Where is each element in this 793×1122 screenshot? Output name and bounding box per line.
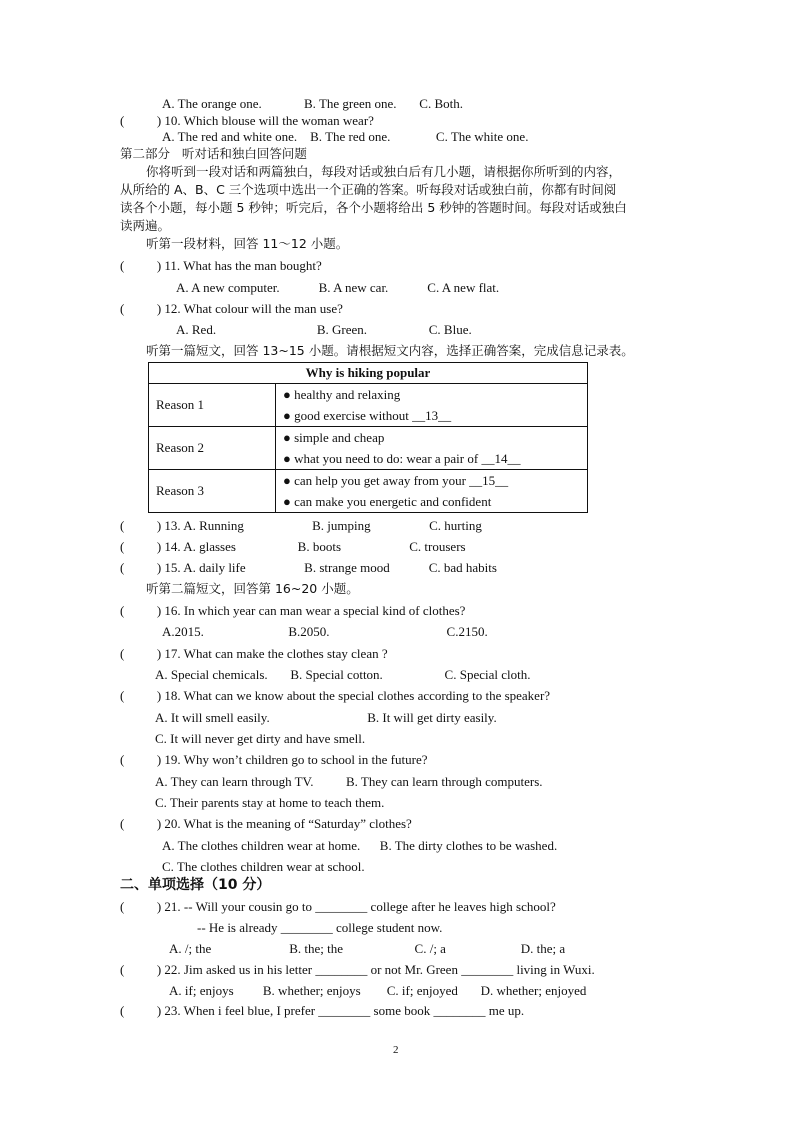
instruction-line: 读两遍。 [120,218,171,233]
question-line: ( ) 20. What is the meaning of “Saturday” clothes? [120,816,412,831]
section-heading: 二、单项选择（10 分） [120,877,271,893]
question-line: ( ) 21. -- Will your cousin go to ________ college after he leaves high school? [120,899,556,914]
reason-label: Reason 1 [149,384,276,427]
instruction-line: 你将听到一段对话和两篇独白，每段对话或独白后有几小题，请根据你所听到的内容， [146,164,622,179]
reason-point: ● what you need to do: wear a pair of __14__ [283,451,521,466]
reason-point: ● good exercise without __13__ [283,408,452,423]
question-line: ( ) 13. A. Running B. jumping C. hurting [120,518,482,533]
question-line: ( ) 12. What colour will the man use? [120,301,343,316]
question-line: A. The orange one. B. The green one. C. Both. [162,96,463,111]
question-line: A. They can learn through TV. B. They can learn through computers. [155,774,543,789]
question-line: A. The red and white one. B. The red one. C. The white one. [162,129,529,144]
reason-point: ● simple and cheap [283,430,385,445]
question-line: ( ) 23. When i feel blue, I prefer ________ some book ________ me up. [120,1003,525,1018]
question-line: ( ) 14. A. glasses B. boots C. trousers [120,539,466,554]
question-line: A. It will smell easily. B. It will get dirty easily. [155,710,497,725]
question-line: A.2015. B.2050. C.2150. [162,624,488,639]
table-row [149,470,588,513]
question-line: ( ) 11. What has the man bought? [120,258,322,273]
question-line: C. The clothes children wear at school. [162,859,365,874]
instruction-line: 听第一段材料，回答 11～12 小题。 [146,236,349,251]
reason-points [276,427,588,470]
reason-label: Reason 3 [149,470,276,513]
question-line: ( ) 16. In which year can man wear a special kind of clothes? [120,603,466,618]
question-line: ( ) 19. Why won’t children go to school in the future? [120,752,428,767]
reason-points [276,384,588,427]
instruction-line: 从所给的 A、B、C 三个选项中选出一个正确的答案。听每段对话或独白前，你都有时间阅 [120,182,617,197]
question-line: C. Their parents stay at home to teach them. [155,795,385,810]
question-line: ( ) 10. Which blouse will the woman wear? [120,113,374,128]
reason-label: Reason 2 [149,427,276,470]
table-row [149,427,588,470]
reason-point: ● can make you energetic and confident [283,494,492,509]
question-line: A. The clothes children wear at home. B. The dirty clothes to be washed. [162,838,558,853]
instruction-line: 听第二篇短文，回答第 16~20 小题。 [146,581,359,596]
question-line: C. It will never get dirty and have smell. [155,731,366,746]
question-line: A. if; enjoys B. whether; enjoys C. if; enjoyed D. whether; enjoyed [169,983,587,998]
question-line: ( ) 15. A. daily life B. strange mood C. bad habits [120,560,497,575]
question-line: ( ) 17. What can make the clothes stay clean ? [120,646,388,661]
page-number: 2 [393,1044,399,1056]
question-line: A. A new computer. B. A new car. C. A new flat. [176,280,500,295]
reason-points [276,470,588,513]
reason-point: ● can help you get away from your __15__ [283,473,509,488]
hiking-info-table [148,362,588,513]
question-line: ( ) 18. What can we know about the special clothes according to the speaker? [120,688,551,703]
question-line: -- He is already ________ college student now. [197,920,443,935]
question-line: ( ) 22. Jim asked us in his letter ________ or not Mr. Green ________ living in Wuxi. [120,962,595,977]
table-row [149,384,588,427]
question-line: A. Red. B. Green. C. Blue. [176,322,472,337]
reason-point: ● healthy and relaxing [283,387,401,402]
instruction-line: 听第一篇短文，回答 13~15 小题。请根据短文内容，选择正确答案，完成信息记录表。 [146,343,634,358]
instruction-line: 读各个小题，每小题 5 秒钟；听完后，各个小题将给出 5 秒钟的答题时间。每段对话或独白 [120,200,627,215]
table-title: Why is hiking popular [149,363,588,384]
instruction-line: 第二部分 听对话和独白回答问题 [120,146,307,161]
table-header-row [149,363,588,384]
question-line: A. /; the B. the; the C. /; a D. the; a [169,941,566,956]
question-line: A. Special chemicals. B. Special cotton. C. Special cloth. [155,667,531,682]
